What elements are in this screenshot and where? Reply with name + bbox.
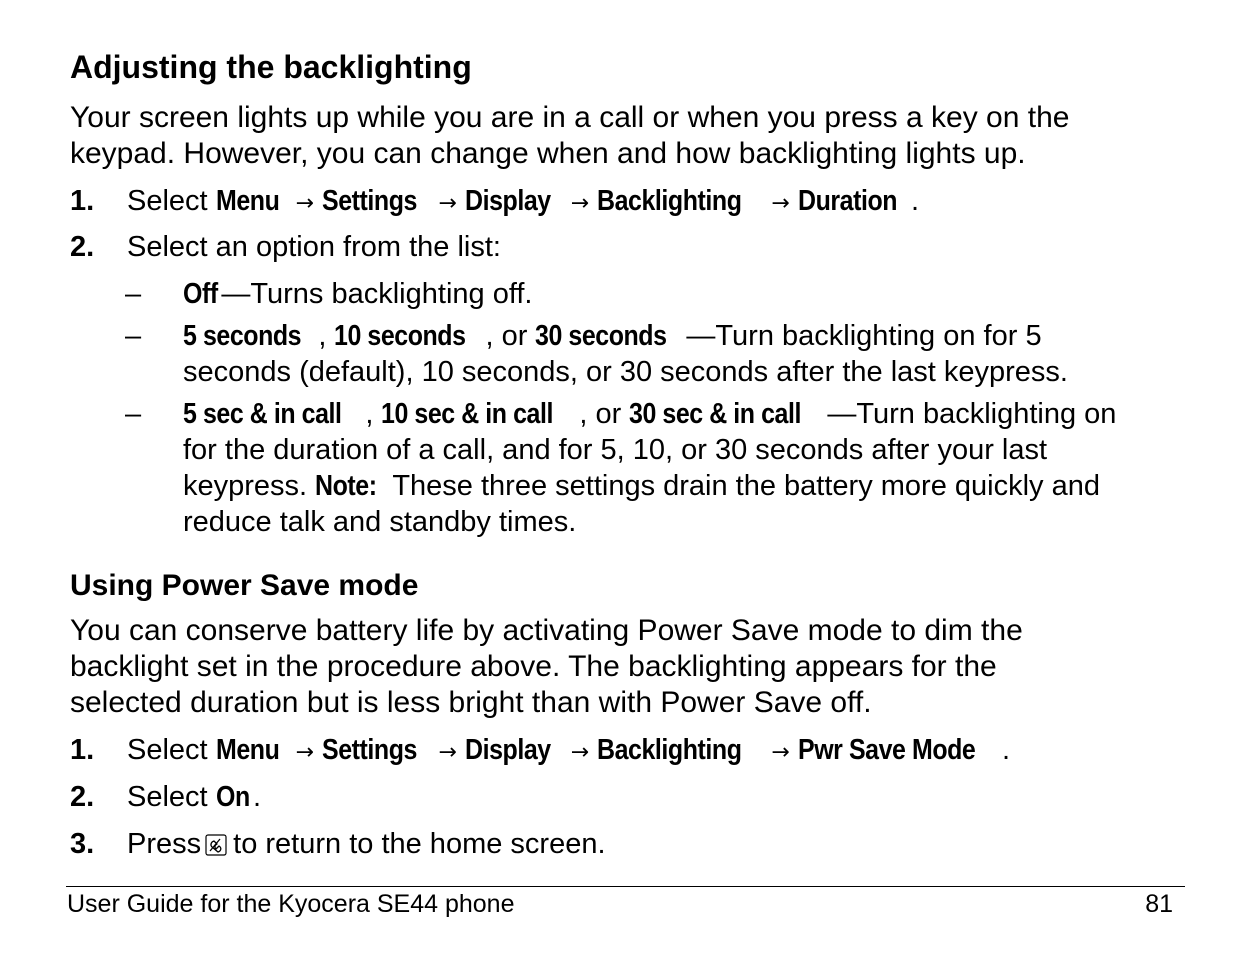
arrow-icon: →: [438, 740, 457, 765]
dash-bullet: –: [125, 398, 142, 430]
step-text: Select On .: [127, 781, 262, 813]
intro-paragraph-power-save: [70, 613, 1180, 721]
arrow-icon: →: [438, 191, 457, 216]
menu-path-item: Duration: [797, 185, 897, 217]
step-text: Select Menu → Settings → Display → Backlighting → Pwr Save Mode .: [127, 734, 1011, 766]
dash-bullet: –: [125, 278, 142, 310]
end-call-key-icon: [205, 833, 227, 857]
page-number: 81: [1145, 890, 1173, 918]
menu-path-item: Menu: [215, 734, 280, 766]
option-text: Off —Turns backlighting off.: [183, 278, 533, 310]
intro-line: You can conserve battery life by activating Power Save mode to dim the: [70, 614, 1023, 647]
menu-path-item: Pwr Save Mode: [797, 734, 976, 766]
option-text: 5 sec & in call , 10 sec & in call , or 30 sec & in call —Turn backlighting on for the duration of a call, and for 5, 10, or 30 seconds after your last keypress. Note: These three settings drain the battery more quickly and reduce talk and standby times.: [183, 398, 1117, 538]
step-text: Select Menu → Settings → Display → Backlighting → Duration .: [127, 185, 920, 217]
menu-path-item: Backlighting: [597, 185, 742, 217]
menu-path-item: Display: [464, 734, 551, 766]
footer-rule: [66, 886, 1185, 887]
footer-title: User Guide for the Kyocera SE44 phone: [67, 890, 515, 918]
intro-paragraph-backlighting: [70, 100, 1180, 172]
intro-line: Your screen lights up while you are in a call or when you press a key on the: [70, 101, 1070, 134]
step-text: Select an option from the list:: [127, 231, 501, 263]
dash-bullet: –: [125, 320, 142, 352]
step-text: Press to return to the home screen.: [127, 828, 606, 860]
intro-line: keypad. However, you can change when and how backlighting lights up.: [70, 137, 1026, 170]
arrow-icon: →: [771, 740, 790, 765]
menu-path-item: Settings: [321, 185, 417, 217]
intro-line: backlight set in the procedure above. The backlighting appears for the: [70, 650, 997, 683]
section-heading-power-save: Using Power Save mode: [70, 569, 419, 602]
arrow-icon: →: [295, 191, 314, 216]
note-label: Note:: [315, 470, 377, 502]
step-number: 3.: [70, 828, 95, 860]
menu-path-item: Menu: [215, 185, 280, 217]
arrow-icon: →: [295, 740, 314, 765]
menu-path-item: Backlighting: [597, 734, 742, 766]
menu-path-item: Settings: [321, 734, 417, 766]
option-on: On: [215, 781, 250, 813]
arrow-icon: →: [771, 191, 790, 216]
intro-line: selected duration but is less bright than with Power Save off.: [70, 686, 872, 719]
menu-path-item: Display: [464, 185, 551, 217]
option-text: 5 seconds , 10 seconds , or 30 seconds —Turn backlighting on for 5 seconds (default), 10 seconds, or 30 seconds after the last keypress.: [183, 320, 1068, 388]
step-number: 2.: [70, 781, 95, 813]
arrow-icon: →: [570, 740, 590, 765]
section-heading-backlighting: Adjusting the backlighting: [70, 49, 472, 85]
arrow-icon: →: [570, 191, 590, 216]
step-number: 1.: [70, 734, 95, 766]
step-number: 1.: [70, 185, 95, 217]
step-number: 2.: [70, 231, 95, 263]
